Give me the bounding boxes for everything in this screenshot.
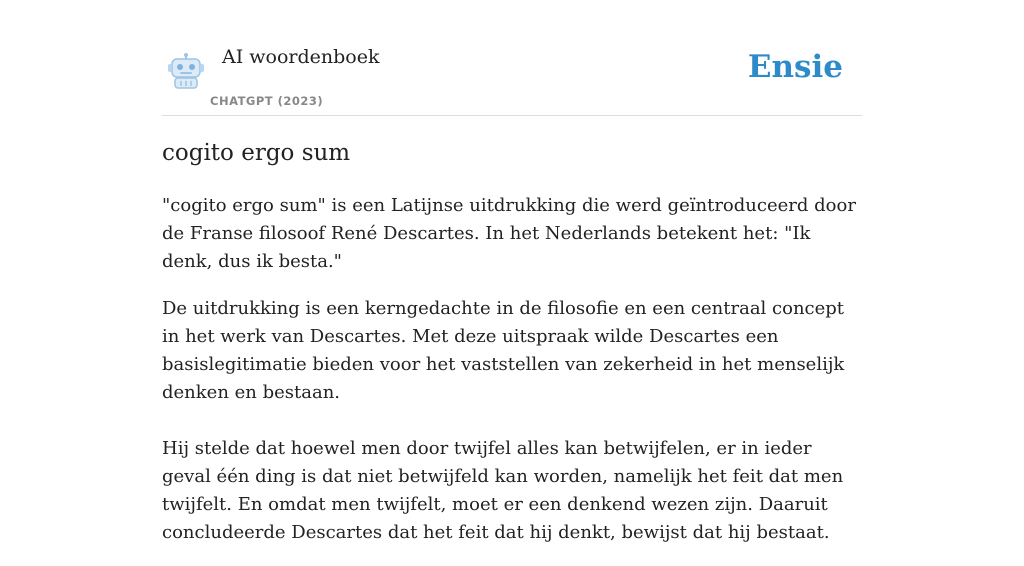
page-container xyxy=(162,0,862,543)
entry-content xyxy=(162,192,862,566)
paragraph-spacer xyxy=(162,407,862,435)
paragraph: Hij stelde dat hoewel men door twijfel alles kan betwijfelen, er in ieder geval één ding is dat niet betwijfeld kan worden, namelijk het feit dat men twijfelt. En omdat men twijfelt, moet er een denkend wezen zijn. Daaruit concludeerde Descartes dat het feit dat hij denkt, bewijst dat hij bestaat. xyxy=(162,438,844,543)
entry-header xyxy=(162,0,862,116)
robot-icon xyxy=(166,52,206,90)
entry-term: cogito ergo sum xyxy=(162,140,351,166)
source-subtitle: CHATGPT (2023) xyxy=(210,94,324,108)
source-title: AI woordenboek xyxy=(222,46,380,68)
paragraph: "cogito ergo sum" is een Latijnse uitdrukking die werd geïntroduceerd door de Franse filosoof René Descartes. In het Nederlands betekent het: "Ik denk, dus ik besta." xyxy=(162,195,856,272)
brand-logo[interactable]: Ensie xyxy=(747,49,843,85)
paragraph: De uitdrukking is een kerngedachte in de filosofie en een centraal concept in het werk van Descartes. Met deze uitspraak wilde Descartes een basislegitimatie bieden voor het vaststellen van zekerheid in het menselijk denken en bestaan. xyxy=(162,298,845,403)
